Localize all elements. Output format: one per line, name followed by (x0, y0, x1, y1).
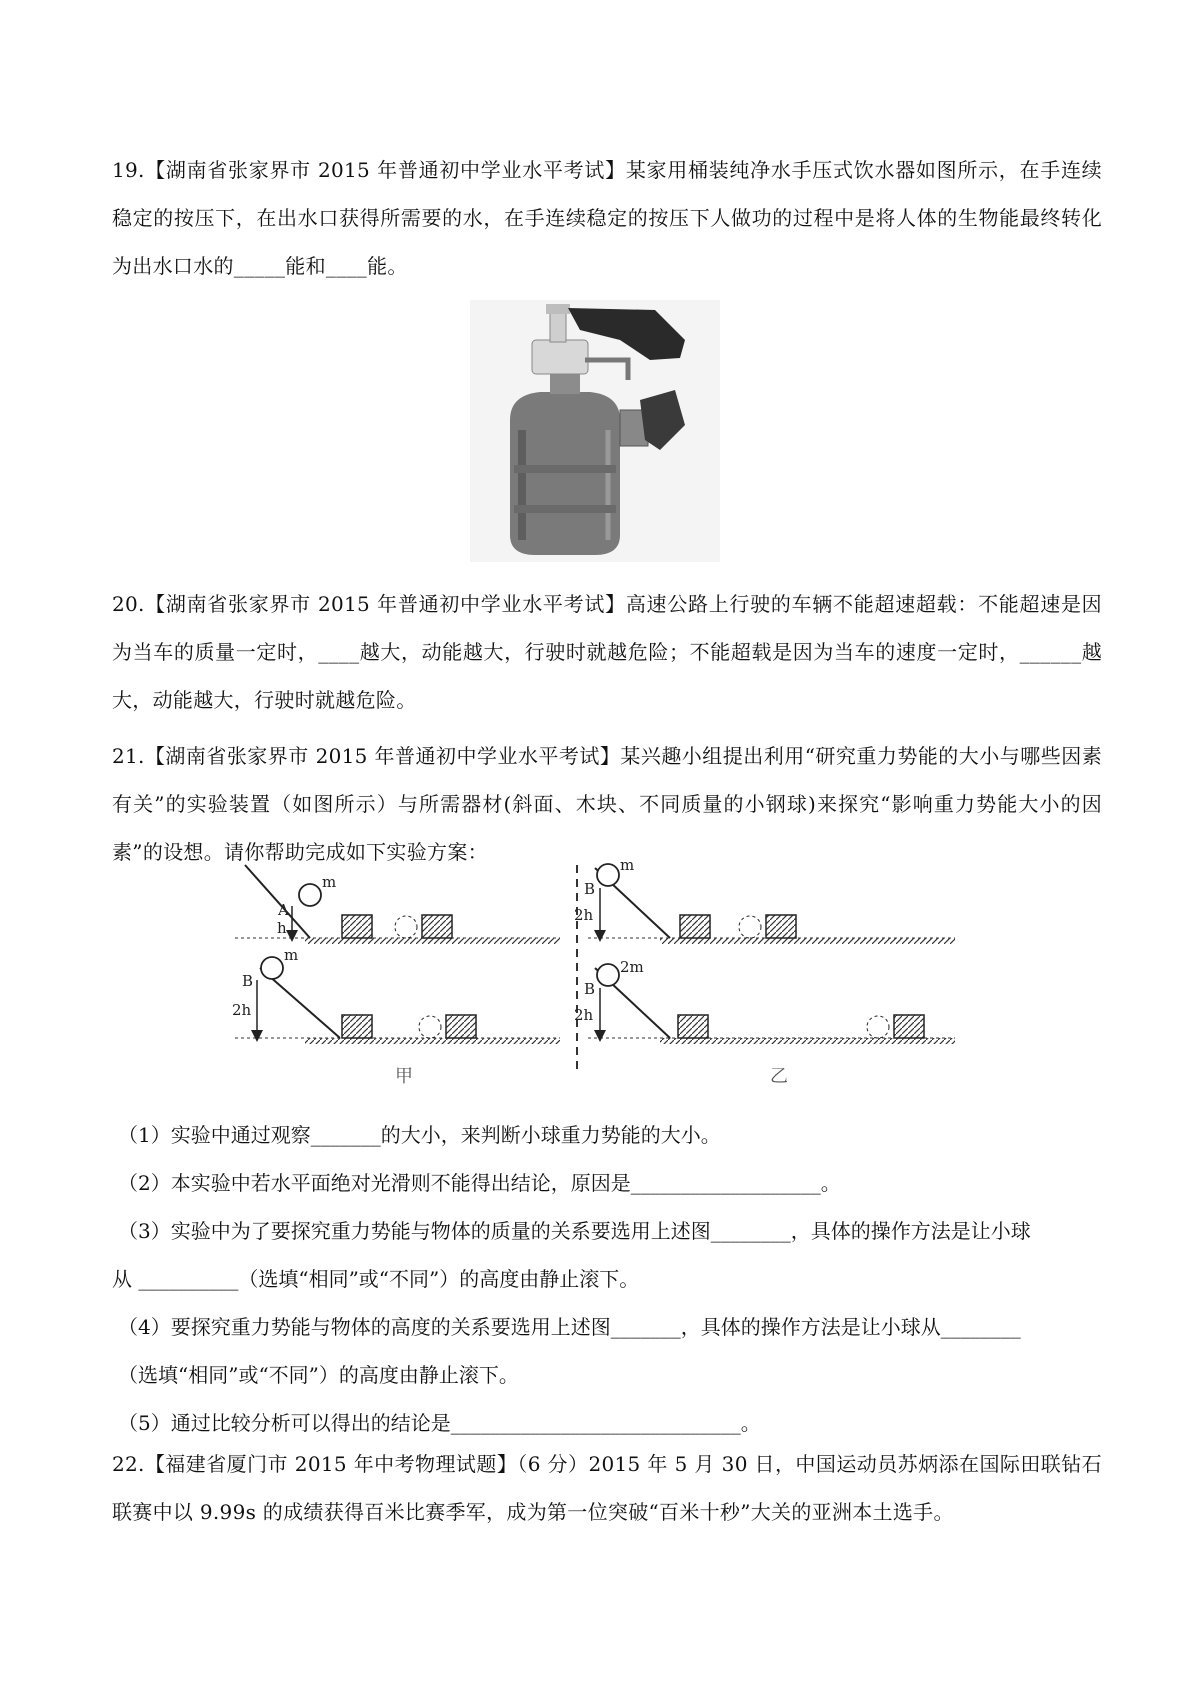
q21-sub-1: （1）实验中通过观察_______的大小，来判断小球重力势能的大小。 (118, 1123, 721, 1147)
q21-sub-2: （2）本实验中若水平面绝对光滑则不能得出结论，原因是___________________。 (118, 1171, 841, 1195)
caption-jia: 甲 (395, 1066, 413, 1087)
height-label: h (277, 919, 287, 937)
panel-jia-top (235, 865, 560, 944)
point-label: B (242, 972, 254, 990)
mass-label: m (322, 873, 337, 891)
point-label: B (584, 980, 596, 998)
q21-sub-3b: 从 __________（选填“相同”或“不同”）的高度由静止滚下。 (112, 1267, 640, 1291)
water-dispenser-photo (470, 300, 720, 562)
panel-yi-bottom (574, 958, 955, 1044)
question-21: 21.【湖南省张家界市 2015 年普通初中学业水平考试】某兴趣小组提出利用“研究重力势能的大小与哪些因素有关”的实验装置（如图所示）与所需器材(斜面、木块、不同质量的小钢球)来探究“影响重力势能大小的因素”的设想。请你帮助完成如下实验方案： (112, 744, 1102, 864)
height-label: 2h (232, 1001, 252, 1019)
q21-sub-4a: （4）要探究重力势能与物体的高度的关系要选用上述图_______，具体的操作方法是让小球从________ (118, 1315, 1021, 1339)
point-label: A (278, 901, 289, 919)
mass-label: m (620, 860, 635, 874)
q21-sub-4b: （选填“相同”或“不同”）的高度由静止滚下。 (118, 1363, 519, 1387)
point-label: B (584, 880, 596, 898)
panel-yi-top (574, 860, 955, 944)
mass-label: 2m (620, 958, 644, 976)
q21-sub-5: （5）通过比较分析可以得出的结论是_____________________________。 (118, 1411, 761, 1435)
question-19: 19.【湖南省张家界市 2015 年普通初中学业水平考试】某家用桶装纯净水手压式饮水器如图所示，在手连续稳定的按压下，在出水口获得所需要的水，在手连续稳定的按压下人做功的过程中是将人体的生物能最终转化为出水口水的_____能和____能。 (112, 158, 1102, 278)
mass-label: m (284, 946, 299, 964)
caption-yi: 乙 (770, 1066, 788, 1087)
height-label: 2h (574, 906, 594, 924)
experiment-figure (230, 860, 960, 1090)
height-label: 2h (574, 1006, 594, 1024)
question-20: 20.【湖南省张家界市 2015 年普通初中学业水平考试】高速公路上行驶的车辆不能超速超载：不能超速是因为当车的质量一定时，____越大，动能越大，行驶时就越危险；不能超载是因为当车的速度一定时，______越大，动能越大，行驶时就越危险。 (112, 592, 1102, 712)
question-22: 22.【福建省厦门市 2015 年中考物理试题】（6 分）2015 年 5 月 30 日，中国运动员苏炳添在国际田联钻石联赛中以 9.99s 的成绩获得百米比赛季军，成为第一位突破“百米十秒”大关的亚洲本土选手。 (112, 1452, 1102, 1524)
panel-jia-bottom (232, 946, 560, 1044)
q21-sub-3a: （3）实验中为了要探究重力势能与物体的质量的关系要选用上述图________，具体的操作方法是让小球 (118, 1219, 1031, 1243)
